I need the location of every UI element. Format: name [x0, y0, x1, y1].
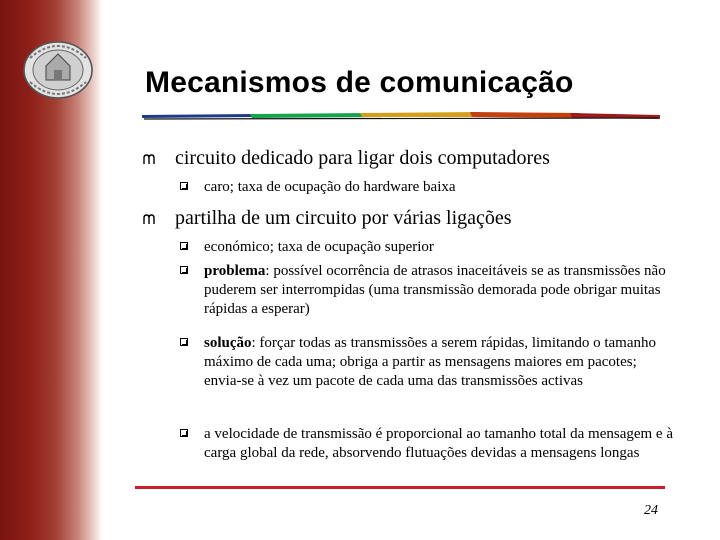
bullet-circuito-dedicado: circuito dedicado para ligar dois computadores	[175, 147, 550, 169]
level2-bullet-icon	[180, 242, 188, 250]
page-number: 24	[644, 503, 658, 518]
university-seal-icon	[18, 40, 96, 100]
keyword-problema: problema	[204, 263, 266, 279]
bullet-partilha-circuito: partilha de um circuito por várias ligações	[175, 207, 512, 229]
level2-bullet-icon	[180, 266, 188, 274]
level2-bullet-icon	[180, 429, 188, 437]
sub-bullet-solucao	[204, 334, 674, 391]
sub-bullet-caro: caro; taxa de ocupação do hardware baixa	[204, 179, 456, 195]
title-underline-brush	[140, 106, 662, 126]
footer-divider	[135, 486, 665, 489]
sub-bullet-economico: económico; taxa de ocupação superior	[204, 239, 434, 255]
keyword-solucao: solução	[204, 335, 252, 351]
sub-bullet-problema	[204, 262, 674, 319]
solucao-text: : forçar todas as transmissões a serem rápidas, limitando o tamanho máximo de cada uma; obriga a partir as mensagens maiores em pacotes; envia-se à vez um pacote de cada uma das transmissões activas	[204, 335, 656, 389]
level1-bullet-icon	[143, 213, 155, 225]
level2-bullet-icon	[180, 182, 188, 190]
slide-title: Mecanismos de comunicação	[145, 66, 574, 99]
sub-bullet-velocidade: a velocidade de transmissão é proporcional ao tamanho total da mensagem e à carga global da rede, absorvendo flutuações devidas a mensagens longas	[204, 426, 673, 461]
problema-text: : possível ocorrência de atrasos inaceitáveis se as transmissões não puderem ser interrompidas (uma transmissão demorada pode obrigar muitas rápidas a esperar)	[204, 263, 666, 317]
level1-bullet-icon	[143, 153, 155, 165]
level2-bullet-icon	[180, 338, 188, 346]
